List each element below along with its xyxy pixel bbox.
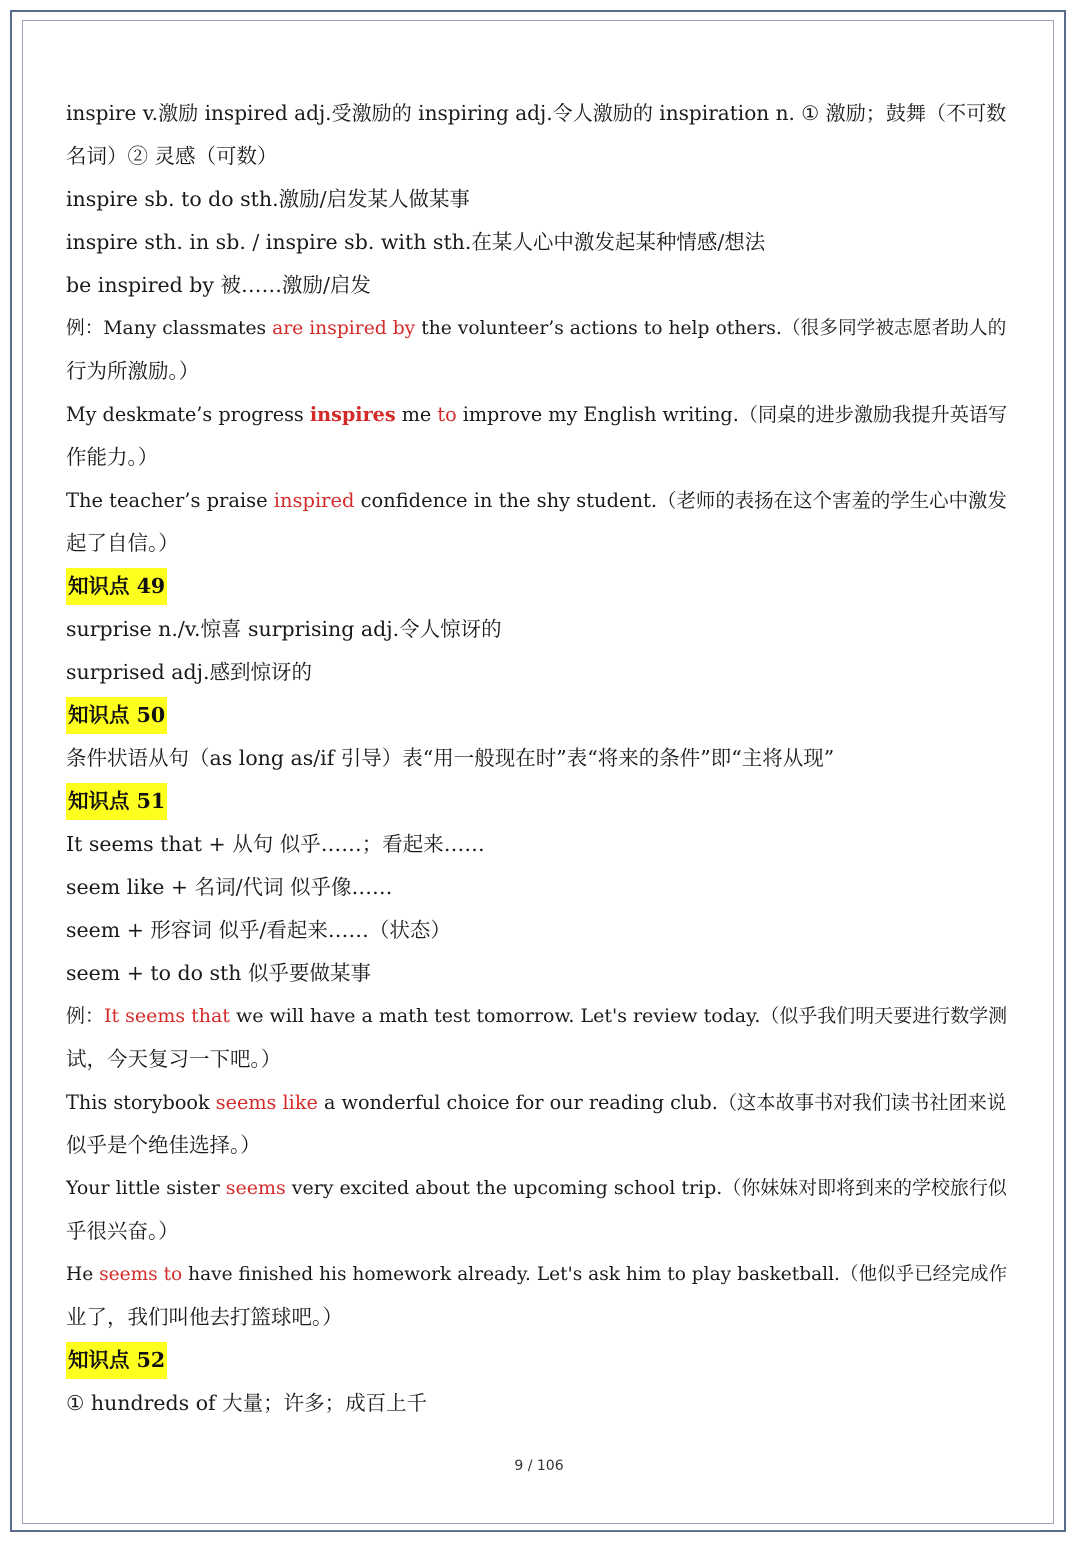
page-number: 9 / 106 xyxy=(514,1458,564,1474)
knowledge-point-51 xyxy=(66,780,1012,823)
example-sentence xyxy=(66,307,1012,350)
text-line: seem + 形容词 似乎/看起来……（状态） xyxy=(66,918,451,942)
example-continuation: 试，今天复习一下吧。） xyxy=(66,1047,282,1071)
example-sentence xyxy=(66,995,1012,1038)
example-text: This storybook xyxy=(66,1091,216,1114)
text-line: seem like + 名词/代词 似乎像…… xyxy=(66,875,393,899)
example-text: have finished his homework already. Let's ask him to play basketball.（他似乎已经完成作 xyxy=(182,1264,1008,1285)
example-text: improve my English writing.（同桌的进步激励我提升英语写 xyxy=(456,403,1008,426)
section-heading: 知识点 49 xyxy=(66,568,167,605)
knowledge-point-52 xyxy=(66,1339,1012,1382)
knowledge-point-49 xyxy=(66,565,1012,608)
example-sentence xyxy=(66,1253,1012,1296)
section-heading: 知识点 50 xyxy=(66,697,167,734)
example-continuation: 起了自信。） xyxy=(66,531,179,555)
text-line: ① hundreds of 大量；许多；成百上千 xyxy=(66,1391,428,1415)
example-text: The teacher’s praise xyxy=(66,489,274,512)
example-sentence xyxy=(66,1167,1012,1210)
text-line: inspire sth. in sb. / inspire sb. with sth.在某人心中激发起某种情感/想法 xyxy=(66,230,766,254)
bottom-rule xyxy=(40,1530,1040,1531)
example-text: Your little sister xyxy=(66,1177,226,1199)
example-text: He xyxy=(66,1264,100,1285)
highlight-phrase: seems to xyxy=(99,1264,183,1285)
text-line: inspire sb. to do sth.激励/启发某人做某事 xyxy=(66,187,471,211)
highlight-phrase: inspired xyxy=(273,489,355,512)
highlight-phrase: It seems that xyxy=(103,1005,230,1027)
example-continuation: 业了，我们叫他去打篮球吧。） xyxy=(66,1305,343,1329)
example-sentence xyxy=(66,479,1012,522)
example-sentence xyxy=(66,1081,1012,1124)
highlight-phrase: are inspired by xyxy=(272,318,416,339)
example-text: we will have a math test tomorrow. Let's review today.（似乎我们明天要进行数学测 xyxy=(229,1005,1008,1027)
example-text: me xyxy=(395,403,438,426)
example-continuation: 作能力。） xyxy=(66,445,159,469)
example-continuation: 行为所激励。） xyxy=(66,359,200,383)
example-sentence xyxy=(66,393,1012,436)
example-text: 例： xyxy=(66,1005,104,1027)
text-line: inspire v.激励 inspired adj.受激励的 inspiring adj.令人激励的 inspiration n. ① 激励；鼓舞（不可数 xyxy=(66,101,1007,125)
text-line: be inspired by 被……激励/启发 xyxy=(66,273,371,297)
knowledge-point-50 xyxy=(66,694,1012,737)
text-line: 条件状语从句（as long as/if 引导）表“用一般现在时”表“将来的条件”即“主将从现” xyxy=(66,746,835,770)
text-line: It seems that + 从句 似乎……；看起来…… xyxy=(66,832,485,856)
text-line: seem + to do sth 似乎要做某事 xyxy=(66,961,371,985)
highlight-phrase: seems like xyxy=(215,1091,318,1114)
example-text: confidence in the shy student.（老师的表扬在这个害羞的学生心中激发 xyxy=(354,489,1007,512)
section-heading: 知识点 51 xyxy=(66,783,167,820)
example-text: the volunteer’s actions to help others.（很多同学被志愿者助人的 xyxy=(415,318,1007,339)
text-line: surprised adj.感到惊讶的 xyxy=(66,660,313,684)
example-text: very excited about the upcoming school trip.（你妹妹对即将到来的学校旅行似 xyxy=(285,1177,1007,1199)
example-continuation: 似乎是个绝佳选择。） xyxy=(66,1133,261,1157)
example-text: 例：Many classmates xyxy=(66,318,273,339)
text-line: surprise n./v.惊喜 surprising adj.令人惊讶的 xyxy=(66,617,502,641)
highlight-phrase: to xyxy=(437,403,457,426)
text-line: 名词）② 灵感（可数） xyxy=(66,144,278,168)
example-text: a wonderful choice for our reading club.（这本故事书对我们读书社团来说 xyxy=(317,1091,1007,1114)
highlight-phrase: seems xyxy=(225,1177,286,1199)
example-text: My deskmate’s progress xyxy=(66,403,310,426)
document-body xyxy=(66,92,1012,1425)
example-continuation: 乎很兴奋。） xyxy=(66,1219,179,1243)
highlight-phrase: inspires xyxy=(309,403,396,426)
section-heading: 知识点 52 xyxy=(66,1342,167,1379)
